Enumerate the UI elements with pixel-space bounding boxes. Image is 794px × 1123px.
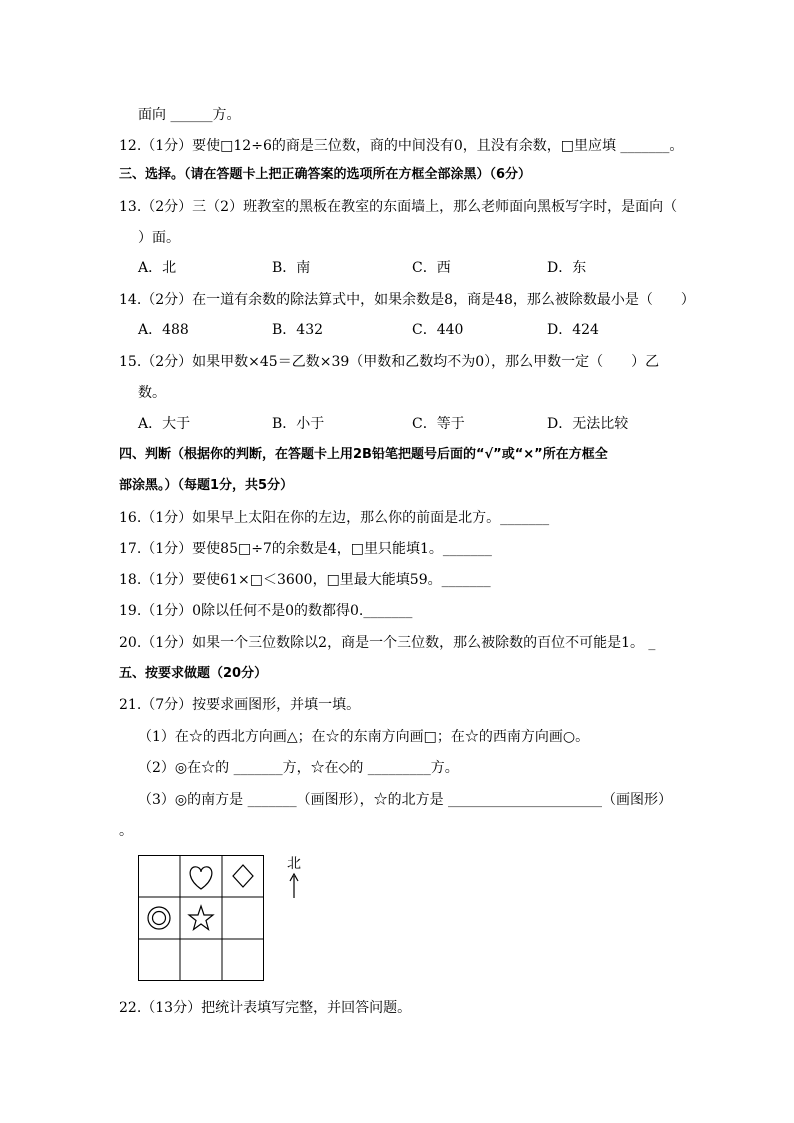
north-label: 北 [287, 856, 301, 872]
question-18: 18.（1分）要使61×□＜3600，□里最大能填59。_______ [119, 572, 491, 588]
q15-option-b: B．小于 [272, 416, 325, 432]
question-22: 22.（13分）把统计表填写完整，并回答问题。 [119, 1000, 412, 1016]
line-prev-answer: 面向 ______方。 [138, 107, 241, 123]
question-21-part-2: （2）◎在☆的 _______方，☆在◇的 _________方。 [138, 760, 459, 776]
section-3-heading: 三、选择。（请在答题卡上把正确答案的选项所在方框全部涂黑）（6分） [119, 167, 532, 182]
question-15-cont: 数。 [138, 385, 166, 401]
q14-option-c: C．440 [412, 322, 464, 338]
question-21-part-3: （3）◎的南方是 _______（画图形），☆的北方是 ______________________（画图形） [138, 792, 673, 808]
section-5-heading: 五、按要求做题（20分） [119, 666, 268, 681]
q13-option-a: A．北 [138, 260, 177, 276]
q13-option-b: B．南 [272, 260, 311, 276]
arrow-up-icon [284, 872, 304, 898]
q13-option-c: C．西 [412, 260, 451, 276]
question-20: 20.（1分）如果一个三位数除以2，商是一个三位数，那么被除数的百位不可能是1。 _ [119, 635, 656, 651]
q14-option-b: B．432 [272, 322, 324, 338]
diamond-icon [233, 865, 253, 887]
q14-option-a: A．488 [138, 322, 189, 338]
q15-option-c: C．等于 [412, 416, 465, 432]
question-14: 14.（2分）在一道有余数的除法算式中，如果余数是8，商是48，那么被除数最小是（ ） [119, 292, 695, 308]
double-circle-icon [148, 907, 170, 929]
question-21: 21.（7分）按要求画图形，并填一填。 [119, 697, 361, 713]
question-17: 17.（1分）要使85□÷7的余数是4，□里只能填1。_______ [119, 541, 492, 557]
section-4-heading: 四、判断（根据你的判断，在答题卡上用2B铅笔把题号后面的“√”或“×”所在方框全 [119, 447, 608, 462]
star-icon [189, 906, 213, 930]
question-12: 12.（1分）要使□12÷6的商是三位数，商的中间没有0，且没有余数，□里应填 _______。 [119, 138, 684, 154]
q14-option-d: D．424 [547, 322, 599, 338]
q13-option-d: D．东 [547, 260, 587, 276]
question-16: 16.（1分）如果早上太阳在你的左边，那么你的前面是北方。_______ [119, 510, 550, 526]
q15-option-d: D．无法比较 [547, 416, 629, 432]
section-4-heading-cont: 部涂黑。）（每题1分，共5分） [119, 478, 294, 493]
direction-grid [138, 855, 264, 981]
question-15: 15.（2分）如果甲数×45＝乙数×39（甲数和乙数均不为0），那么甲数一定（ ）乙 [119, 354, 660, 370]
heart-icon [190, 867, 212, 889]
question-13: 13.（2分）三（2）班教室的黑板在教室的东面墙上，那么老师面向黑板写字时，是面向（ [119, 199, 678, 215]
q15-option-a: A．大于 [138, 416, 191, 432]
question-13-cont: ）面。 [138, 230, 180, 246]
north-indicator [284, 856, 304, 902]
question-21-part-3-end: 。 [119, 823, 133, 839]
question-19: 19.（1分）0除以任何不是0的数都得0._______ [119, 603, 413, 619]
question-21-part-1: （1）在☆的西北方向画△；在☆的东南方向画□；在☆的西南方向画○。 [138, 729, 590, 745]
